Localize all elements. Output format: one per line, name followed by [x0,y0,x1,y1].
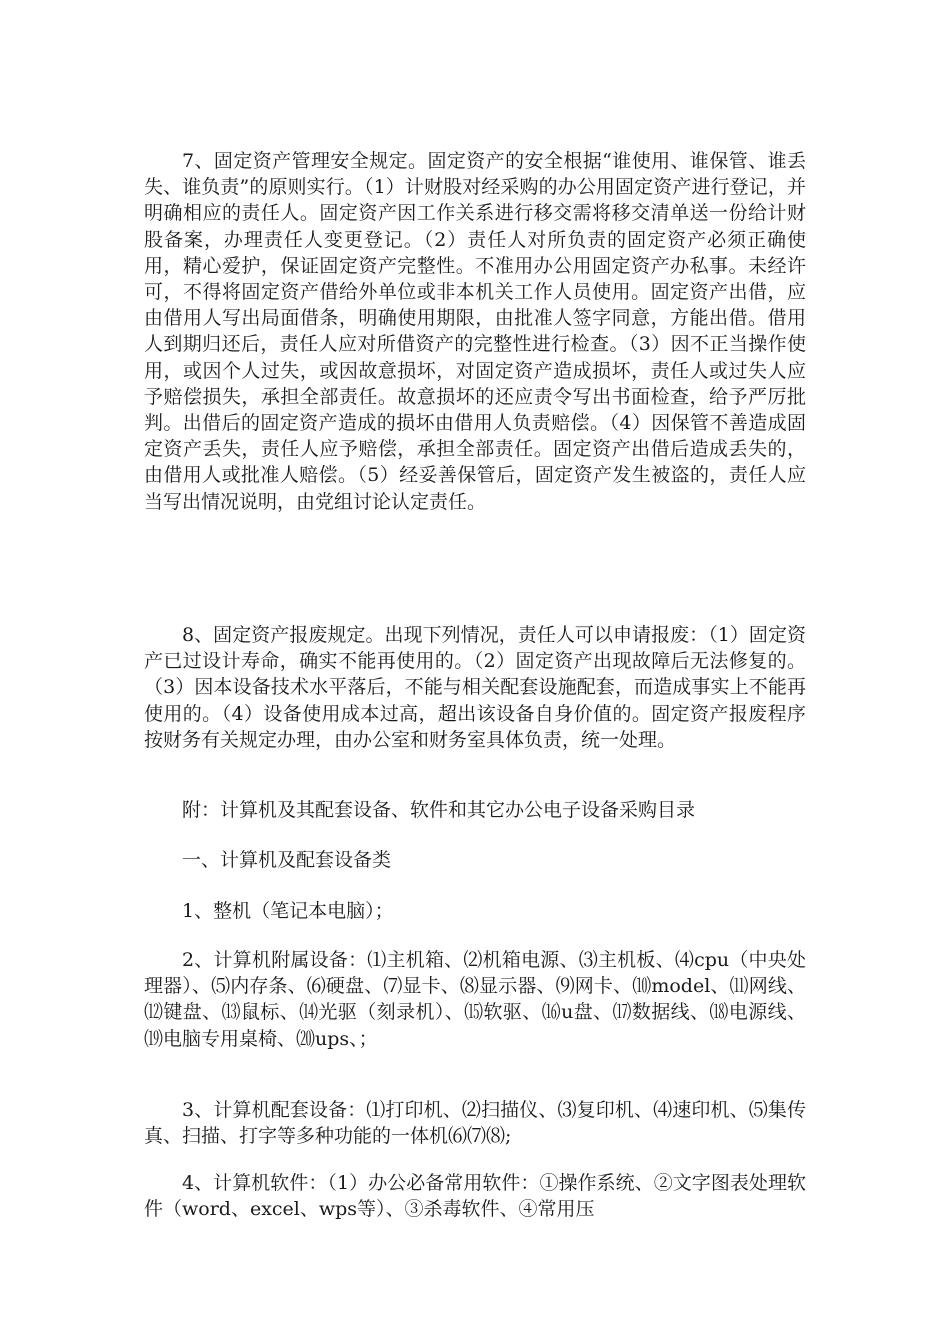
paragraph-asset-safety: 7、固定资产管理安全规定。固定资产的安全根据“谁使用、谁保管、谁丢失、谁负责”的原则实行。（1）计财股对经采购的办公用固定资产进行登记，并明确相应的责任人。固定资产因工作关系进行移交需将移交清单送一份给计财股备案，办理责任人变更登记。（2）责任人对所负责的固定资产必须正确使用，精心爱护，保证固定资产完整性。不准用办公用固定资产办私事。未经许可，不得将固定资产借给外单位或非本机关工作人员使用。固定资产出借，应由借用人写出局面借条，明确使用期限，由批准人签字同意，方能出借。借用人到期归还后，责任人应对所借资产的完整性进行检查。（3）因不正当操作使用，或因个人过失，或因故意损坏，对固定资产造成损坏，责任人或过失人应予赔偿损失，承担全部责任。故意损坏的还应责令写出书面检查，给予严厉批判。出借后的固定资产造成的损坏由借用人负责赔偿。（4）因保管不善造成固定资产丢失，责任人应予赔偿，承担全部责任。固定资产出借后造成丢失的，由借用人或批准人赔偿。（5）经妥善保管后，固定资产发生被盗的，责任人应当写出情况说明，由党组讨论认定责任。 [144,150,806,513]
paragraph-asset-scrapping: 8、固定资产报废规定。出现下列情况，责任人可以申请报废：（1）固定资产已过设计寿命，确实不能再使用的。（2）固定资产出现故障后无法修复的。（3）因本设备技术水平落后，不能与相关配套设施配套，而造成事实上不能再使用的。（4）设备使用成本过高，超出该设备自身价值的。固定资产报废程序按财务有关规定办理，由办公室和财务室具体负责，统一处理。 [144,624,806,751]
paragraph-item-laptop: 1、整机（笔记本电脑）； [182,900,394,922]
paragraph-appendix-title: 附：计算机及其配套设备、软件和其它办公电子设备采购目录 [182,799,696,821]
paragraph-item-peripherals: 2、计算机附属设备：⑴主机箱、⑵机箱电源、⑶主机板、⑷cpu（中央处理器）、⑸内存条、⑹硬盘、⑺显卡、⑻显示器、⑼网卡、⑽model、⑾网线、⑿键盘、⒀鼠标、⒁光驱（刻录机）、⒂软驱、⒃u盘、⒄数据线、⒅电源线、⒆电脑专用桌椅、⒇ups、； [144,949,806,1050]
paragraph-item-supporting-devices: 3、计算机配套设备：⑴打印机、⑵扫描仪、⑶复印机、⑷速印机、⑸集传真、扫描、打字等多种功能的一体机⑹⑺⑻; [144,1099,806,1148]
paragraph-item-software: 4、计算机软件：（1）办公必备常用软件：①操作系统、②文字图表处理软件（word、excel、wps等）、③杀毒软件、④常用压 [144,1172,806,1221]
paragraph-section-heading: 一、计算机及配套设备类 [182,849,392,871]
